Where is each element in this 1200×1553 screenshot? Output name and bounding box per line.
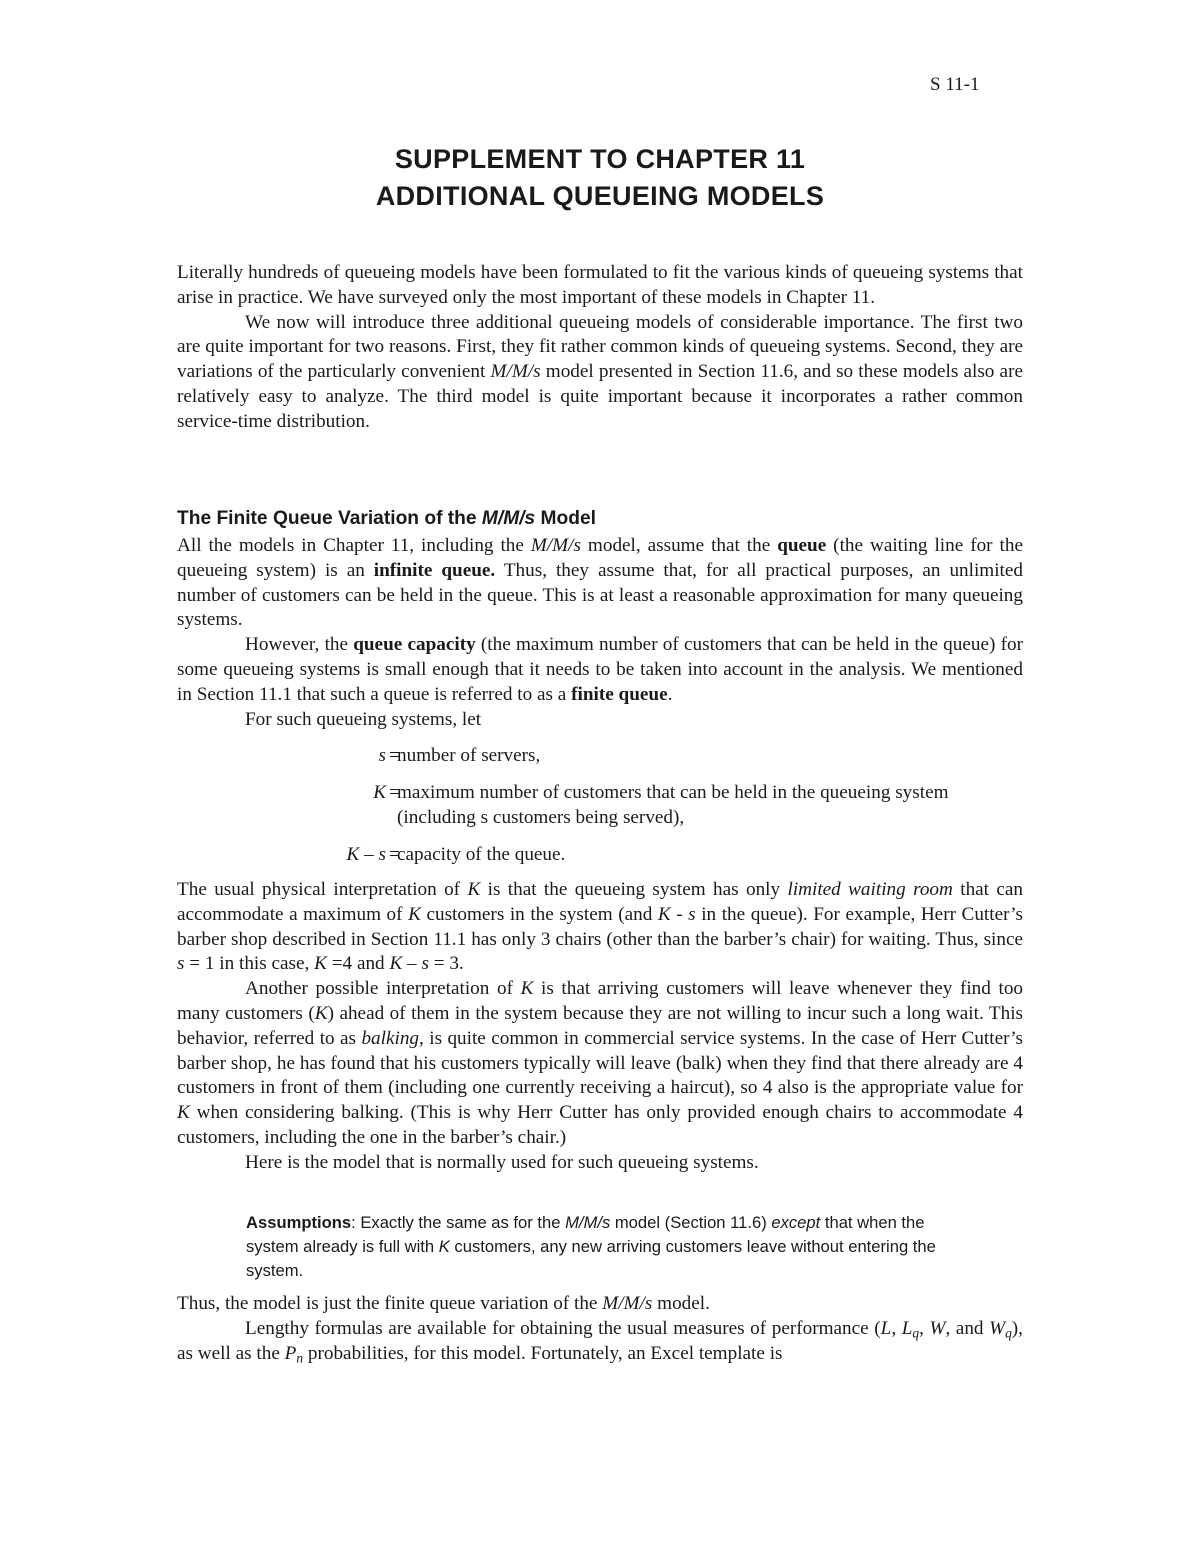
definition-symbol: K [373,782,386,803]
interpretation-paragraph-3: Here is the model that is normally used for such queueing systems. [245,1151,759,1173]
page-number: S 11-1 [930,74,980,95]
closing-section [177,1292,1023,1366]
closing-paragraph-2: Lengthy formulas are available for obtaining the usual measures of performance (L, $L_q$, W, and $W_q$), as well as the $P_n$ probabilities, for this model. Fortunately, an Excel template is [177,1317,1023,1365]
section-paragraph-2: However, the queue capacity (the maximum number of customers that can be held in the queue) for some queueing systems is small enough that it needs to be taken into account in the analysis. We mentioned in Section 11.1 that such a queue is referred to as a finite queue. [177,634,1023,705]
intro-paragraph-2: We now will introduce three additional queueing models of considerable importance. The first two are quite important for two reasons. First, they fit rather common kinds of queueing systems. Second, they are variations of the particularly convenient M/M/s model presented in Section 11.6, and so these models also are relatively easy to analyze. The third model is quite important because it incorporates a rather common service-time distribution. [177,311,1023,432]
definition-symbol: s [378,745,386,766]
closing-paragraph-1: Thus, the model is just the finite queue variation of the M/M/s model. [177,1293,710,1314]
term-infinite-queue: infinite queue. [373,559,496,581]
supplement-title: SUPPLEMENT TO CHAPTER 11 [394,144,806,174]
interpretation-paragraph-1: The usual physical interpretation of K is that the queueing system has only limited waiting room that can accommodate a maximum of K customers in the system (and K - s in the queue). For example, Herr Cutter’s barber shop described in Section 11.1 has only 3 chairs (other than the barber’s chair) for waiting. Thus, since s = 1 in this case, K =4 and K – s = 3. [177,879,1024,975]
term-finite-queue: finite queue [571,683,668,705]
chapter-title: ADDITIONAL QUEUEING MODELS [375,181,825,211]
assumptions-text: Assumptions: Exactly the same as for the M/M/s model (Section 11.6) except that when the system already is full with K customers, any new arriving customers leave without entering the system. [246,1213,936,1280]
definition-text: number of servers, [397,745,541,766]
section-heading: The Finite Queue Variation of the M/M/s Model [177,508,596,529]
finite-queue-section [177,534,1023,732]
definition-equals: = [389,844,400,865]
intro-section [177,261,1023,435]
definition-symbol: K – s [346,844,386,865]
interpretation-paragraph-2: Another possible interpretation of K is that arriving customers will leave whenever they find too many customers (K) ahead of them in the system because they are not willing to incur such a long wait. This behavior, referred to as balking, is quite common in commercial service systems. In the case of Herr Cutter’s barber shop, he has found that his customers typically will leave (balk) when they find that there already are 4 customers in front of them (including one currently receiving a haircut), so 4 also is the appropriate value for K when considering balking. (This is why Herr Cutter has only provided enough chairs to accommodate 4 customers, including the one in the barber’s chair.) [177,978,1024,1148]
definition-equals: = [389,745,400,766]
interpretation-section [177,878,1023,1176]
term-queue-capacity: queue capacity [353,634,476,656]
section-paragraph-3: For such queueing systems, let [245,708,482,730]
definition-text: capacity of the queue. [397,844,566,865]
term-queue: queue [777,535,827,556]
model-name: M/M/s [490,361,541,383]
definition-text: maximum number of customers that can be held in the queueing system (including s customers being served), [397,782,949,828]
intro-paragraph-1: Literally hundreds of queueing models have been formulated to fit the various kinds of queueing systems that arise in practice. We have surveyed only the most important of these models in Chapter 11. [177,262,1023,308]
assumptions-block [246,1211,966,1283]
definition-equals: = [389,782,400,803]
assumptions-label: Assumptions [246,1213,352,1232]
section-paragraph-1: All the models in Chapter 11, including the M/M/s model, assume that the queue (the waiting line for the queueing system) is an infinite queue. Thus, they assume that, for all practical purposes, an unlimited number of customers can be held in the queue. This is at least a reasonable approximation for many queueing systems. [177,535,1023,631]
